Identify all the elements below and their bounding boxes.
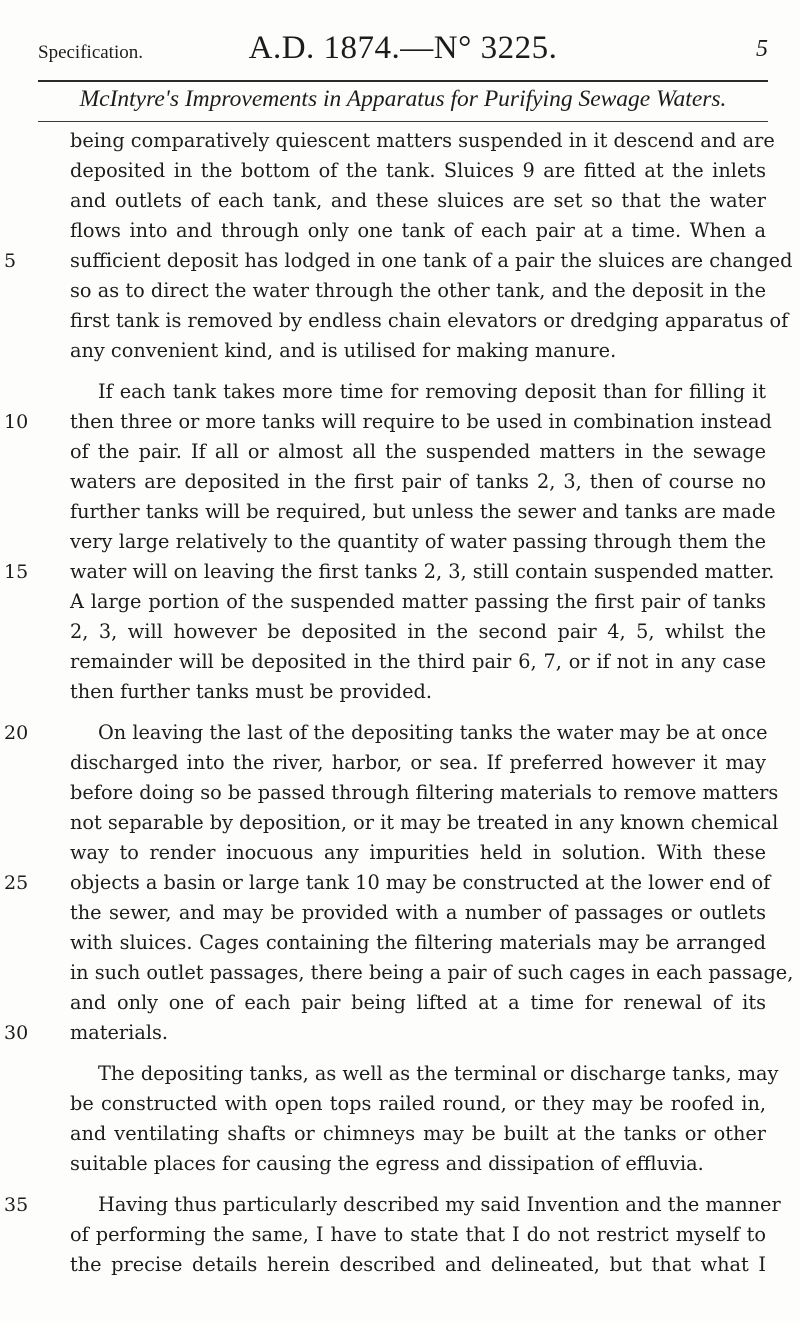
text-line: then further tanks must be provided. xyxy=(70,680,432,703)
line-number: 5 xyxy=(4,250,17,272)
line-number: 20 xyxy=(4,722,29,744)
running-title: McIntyre's Improvements in Apparatus for Purifying Sewage Waters. xyxy=(79,86,727,112)
text-line: 2, 3, will however be deposited in the second pair 4, 5, whilst the xyxy=(70,620,766,643)
line-number: 15 xyxy=(4,561,29,583)
text-line: before doing so be passed through filtering materials to remove matters xyxy=(70,781,779,804)
text-line: and only one of each pair being lifted at a time for renewal of its xyxy=(70,991,766,1014)
text-line: A large portion of the suspended matter passing the first pair of tanks xyxy=(70,590,766,613)
text-line: flows into and through only one tank of each pair at a time. When a xyxy=(70,219,766,242)
text-line: If each tank takes more time for removing deposit than for filling it xyxy=(98,380,766,403)
text-line: deposited in the bottom of the tank. Sluices 9 are fitted at the inlets xyxy=(70,159,766,182)
text-line: water will on leaving the first tanks 2, 3, still contain suspended matter. xyxy=(70,560,775,583)
text-line: first tank is removed by endless chain elevators or dredging apparatus of xyxy=(70,309,789,332)
header-rule-top xyxy=(38,80,768,82)
text-line: being comparatively quiescent matters suspended in it descend and are xyxy=(70,129,775,152)
text-line: further tanks will be required, but unless the sewer and tanks are made xyxy=(70,500,776,523)
line-number: 35 xyxy=(4,1194,29,1216)
text-line: The depositing tanks, as well as the terminal or discharge tanks, may xyxy=(98,1062,779,1085)
line-number: 10 xyxy=(4,411,29,433)
page-number: 5 xyxy=(756,36,768,62)
text-line: with sluices. Cages containing the filtering materials may be arranged xyxy=(70,931,766,954)
text-line: remainder will be deposited in the third pair 6, 7, or if not in any case xyxy=(70,650,766,673)
text-line: be constructed with open tops railed round, or they may be roofed in, xyxy=(70,1092,766,1115)
text-line: then three or more tanks will require to be used in combination instead xyxy=(70,410,772,433)
text-line: very large relatively to the quantity of water passing through them the xyxy=(70,530,766,553)
text-line: the precise details herein described and delineated, but that what I xyxy=(70,1253,766,1276)
text-line: so as to direct the water through the other tank, and the deposit in the xyxy=(70,279,766,302)
text-line: the sewer, and may be provided with a number of passages or outlets xyxy=(70,901,766,924)
text-line: materials. xyxy=(70,1021,169,1044)
text-line: Having thus particularly described my said Invention and the manner xyxy=(98,1193,781,1216)
text-line: sufficient deposit has lodged in one tank of a pair the sluices are changed xyxy=(70,249,793,272)
page-header xyxy=(38,30,768,78)
text-line: in such outlet passages, there being a pair of such cages in each passage, xyxy=(70,961,794,984)
text-line: objects a basin or large tank 10 may be constructed at the lower end of xyxy=(70,871,771,894)
text-line: not separable by deposition, or it may be treated in any known chemical xyxy=(70,811,779,834)
text-line: any convenient kind, and is utilised for making manure. xyxy=(70,339,617,362)
text-line: of the pair. If all or almost all the suspended matters in the sewage xyxy=(70,440,766,463)
text-line: and ventilating shafts or chimneys may be built at the tanks or other xyxy=(70,1122,766,1145)
header-title: A.D. 1874.—N° 3225. xyxy=(248,30,558,66)
text-line: way to render inocuous any impurities held in solution. With these xyxy=(70,841,766,864)
text-line: and outlets of each tank, and these sluices are set so that the water xyxy=(70,189,766,212)
line-number: 30 xyxy=(4,1022,29,1044)
text-line: On leaving the last of the depositing tanks the water may be at once xyxy=(98,721,768,744)
text-line: discharged into the river, harbor, or sea. If preferred however it may xyxy=(70,751,766,774)
header-section-label: Specification. xyxy=(38,42,143,63)
text-line: of performing the same, I have to state that I do not restrict myself to xyxy=(70,1223,766,1246)
line-number: 25 xyxy=(4,872,29,894)
text-line: suitable places for causing the egress and dissipation of effluvia. xyxy=(70,1152,704,1175)
header-rule-bottom xyxy=(38,121,768,122)
text-line: waters are deposited in the first pair of tanks 2, 3, then of course no xyxy=(70,470,766,493)
